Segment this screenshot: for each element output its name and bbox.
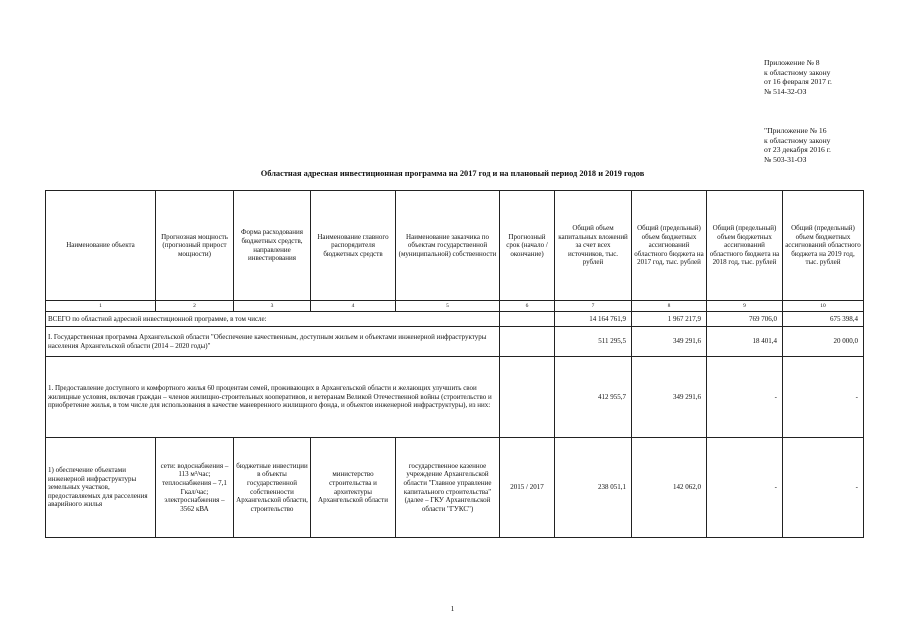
budget-2018-value: - <box>707 357 783 438</box>
column-number: 10 <box>783 301 864 312</box>
column-number: 7 <box>555 301 632 312</box>
appendix-note-line: к областному закону <box>764 135 831 145</box>
total-investment-value: 14 164 761,9 <box>555 312 632 327</box>
column-number: 2 <box>156 301 234 312</box>
budget-2019-value: 675 398,4 <box>783 312 864 327</box>
appendix-note <box>764 58 832 96</box>
column-number-row <box>46 301 864 312</box>
investment-program-table <box>45 190 864 538</box>
object-term: 2015 / 2017 <box>500 438 555 538</box>
object-name: 1) обеспечение объектами инженерной инфраструктуры земельных участков, предоставляемых для расселения аварийного жилья <box>46 438 156 538</box>
column-number: 9 <box>707 301 783 312</box>
budget-2019-value: 20 000,0 <box>783 327 864 357</box>
column-number: 8 <box>632 301 707 312</box>
column-number: 6 <box>500 301 555 312</box>
header-budget-2019: Общий (предельный) объем бюджетных ассигнований областного бюджета на 2019 год, тыс. рублей <box>783 191 864 301</box>
object-capacity: сети: водоснабжения – 113 м³/час; теплоснабжения – 7,1 Гкал/час; электроснабжения – 3562 кВА <box>156 438 234 538</box>
budget-2019-value: - <box>783 438 864 538</box>
total-investment-value: 238 051,1 <box>555 438 632 538</box>
page-number: 1 <box>450 604 455 613</box>
budget-2018-value: 18 401,4 <box>707 327 783 357</box>
subprogram-label: 1. Предоставление доступного и комфортного жилья 60 процентам семей, проживающих в Архангельской области и желающих улучшить свои жилищные условия, включая граждан – членов жилищно-строительных кооперативов, и ветеранам Великой Отечественной войны (строительство и приобретение жилья, в том числе для использования в качестве маневренного жилищного фонда, и объектов инженерной инфраструктуры), из них: <box>46 357 500 438</box>
budget-2017-value: 349 291,6 <box>632 357 707 438</box>
program-label: I. Государственная программа Архангельской области "Обеспечение качественным, доступным жильем и объектами инженерной инфраструктуры населения Архангельской области (2014 – 2020 годы)" <box>46 327 500 357</box>
table-row-object <box>46 438 864 538</box>
appendix-note-2 <box>764 126 831 164</box>
budget-2017-value: 1 967 217,9 <box>632 312 707 327</box>
budget-2019-value: - <box>783 357 864 438</box>
budget-2018-value: 769 706,0 <box>707 312 783 327</box>
object-budget-manager: министерство строительства и архитектуры Архангельской области <box>311 438 396 538</box>
budget-2017-value: 349 291,6 <box>632 327 707 357</box>
header-budget-manager: Наименование главного распорядителя бюджетных средств <box>311 191 396 301</box>
appendix-note-line: от 16 февраля 2017 г. <box>764 77 832 87</box>
object-customer: государственное казенное учреждение Архангельской области "Главное управление капитального строительства" (далее – ГКУ Архангельской области "ГУКС") <box>396 438 500 538</box>
appendix-note-line: от 23 декабря 2016 г. <box>764 145 831 155</box>
budget-2018-value: - <box>707 438 783 538</box>
document-title: Областная адресная инвестиционная программа на 2017 год и на плановый период 2018 и 2019 годов <box>260 169 645 178</box>
empty-cell <box>500 312 555 327</box>
appendix-note-line: "Приложение № 16 <box>764 126 827 135</box>
table-header-row <box>46 191 864 301</box>
column-number: 5 <box>396 301 500 312</box>
budget-2017-value: 142 062,0 <box>632 438 707 538</box>
table-row-total <box>46 312 864 327</box>
column-number: 1 <box>46 301 156 312</box>
header-budget-2018: Общий (предельный) объем бюджетных ассигнований областного бюджета на 2018 год, тыс. рублей <box>707 191 783 301</box>
total-label: ВСЕГО по областной адресной инвестиционной программе, в том числе: <box>46 312 500 327</box>
header-spending-form: Форма расходования бюджетных средств, направление инвестирования <box>234 191 311 301</box>
header-object-name: Наименование объекта <box>46 191 156 301</box>
appendix-note-line: № 514-32-ОЗ <box>764 86 807 96</box>
appendix-note-line: к областному закону <box>764 67 831 77</box>
column-number: 4 <box>311 301 396 312</box>
header-term: Прогнозный срок (начало / окончание) <box>500 191 555 301</box>
header-capacity: Прогнозная мощность (прогнозный прирост мощности) <box>156 191 234 301</box>
appendix-note-line: Приложение № 8 <box>764 58 820 67</box>
total-investment-value: 511 295,5 <box>555 327 632 357</box>
table-row-subprogram <box>46 357 864 438</box>
header-customer: Наименование заказчика по объектам государственной (муниципальной) собственности <box>396 191 500 301</box>
total-investment-value: 412 955,7 <box>555 357 632 438</box>
header-total-investment: Общий объем капитальных вложений за счет всех источников, тыс. рублей <box>555 191 632 301</box>
header-budget-2017: Общий (предельный) объем бюджетных ассигнований областного бюджета на 2017 год, тыс. рублей <box>632 191 707 301</box>
column-number: 3 <box>234 301 311 312</box>
empty-cell <box>500 357 555 438</box>
table-row-program <box>46 327 864 357</box>
empty-cell <box>500 327 555 357</box>
appendix-note-line: № 503-31-ОЗ <box>764 154 807 164</box>
object-spending-form: бюджетные инвестиции в объекты государственной собственности Архангельской области, строительство <box>234 438 311 538</box>
